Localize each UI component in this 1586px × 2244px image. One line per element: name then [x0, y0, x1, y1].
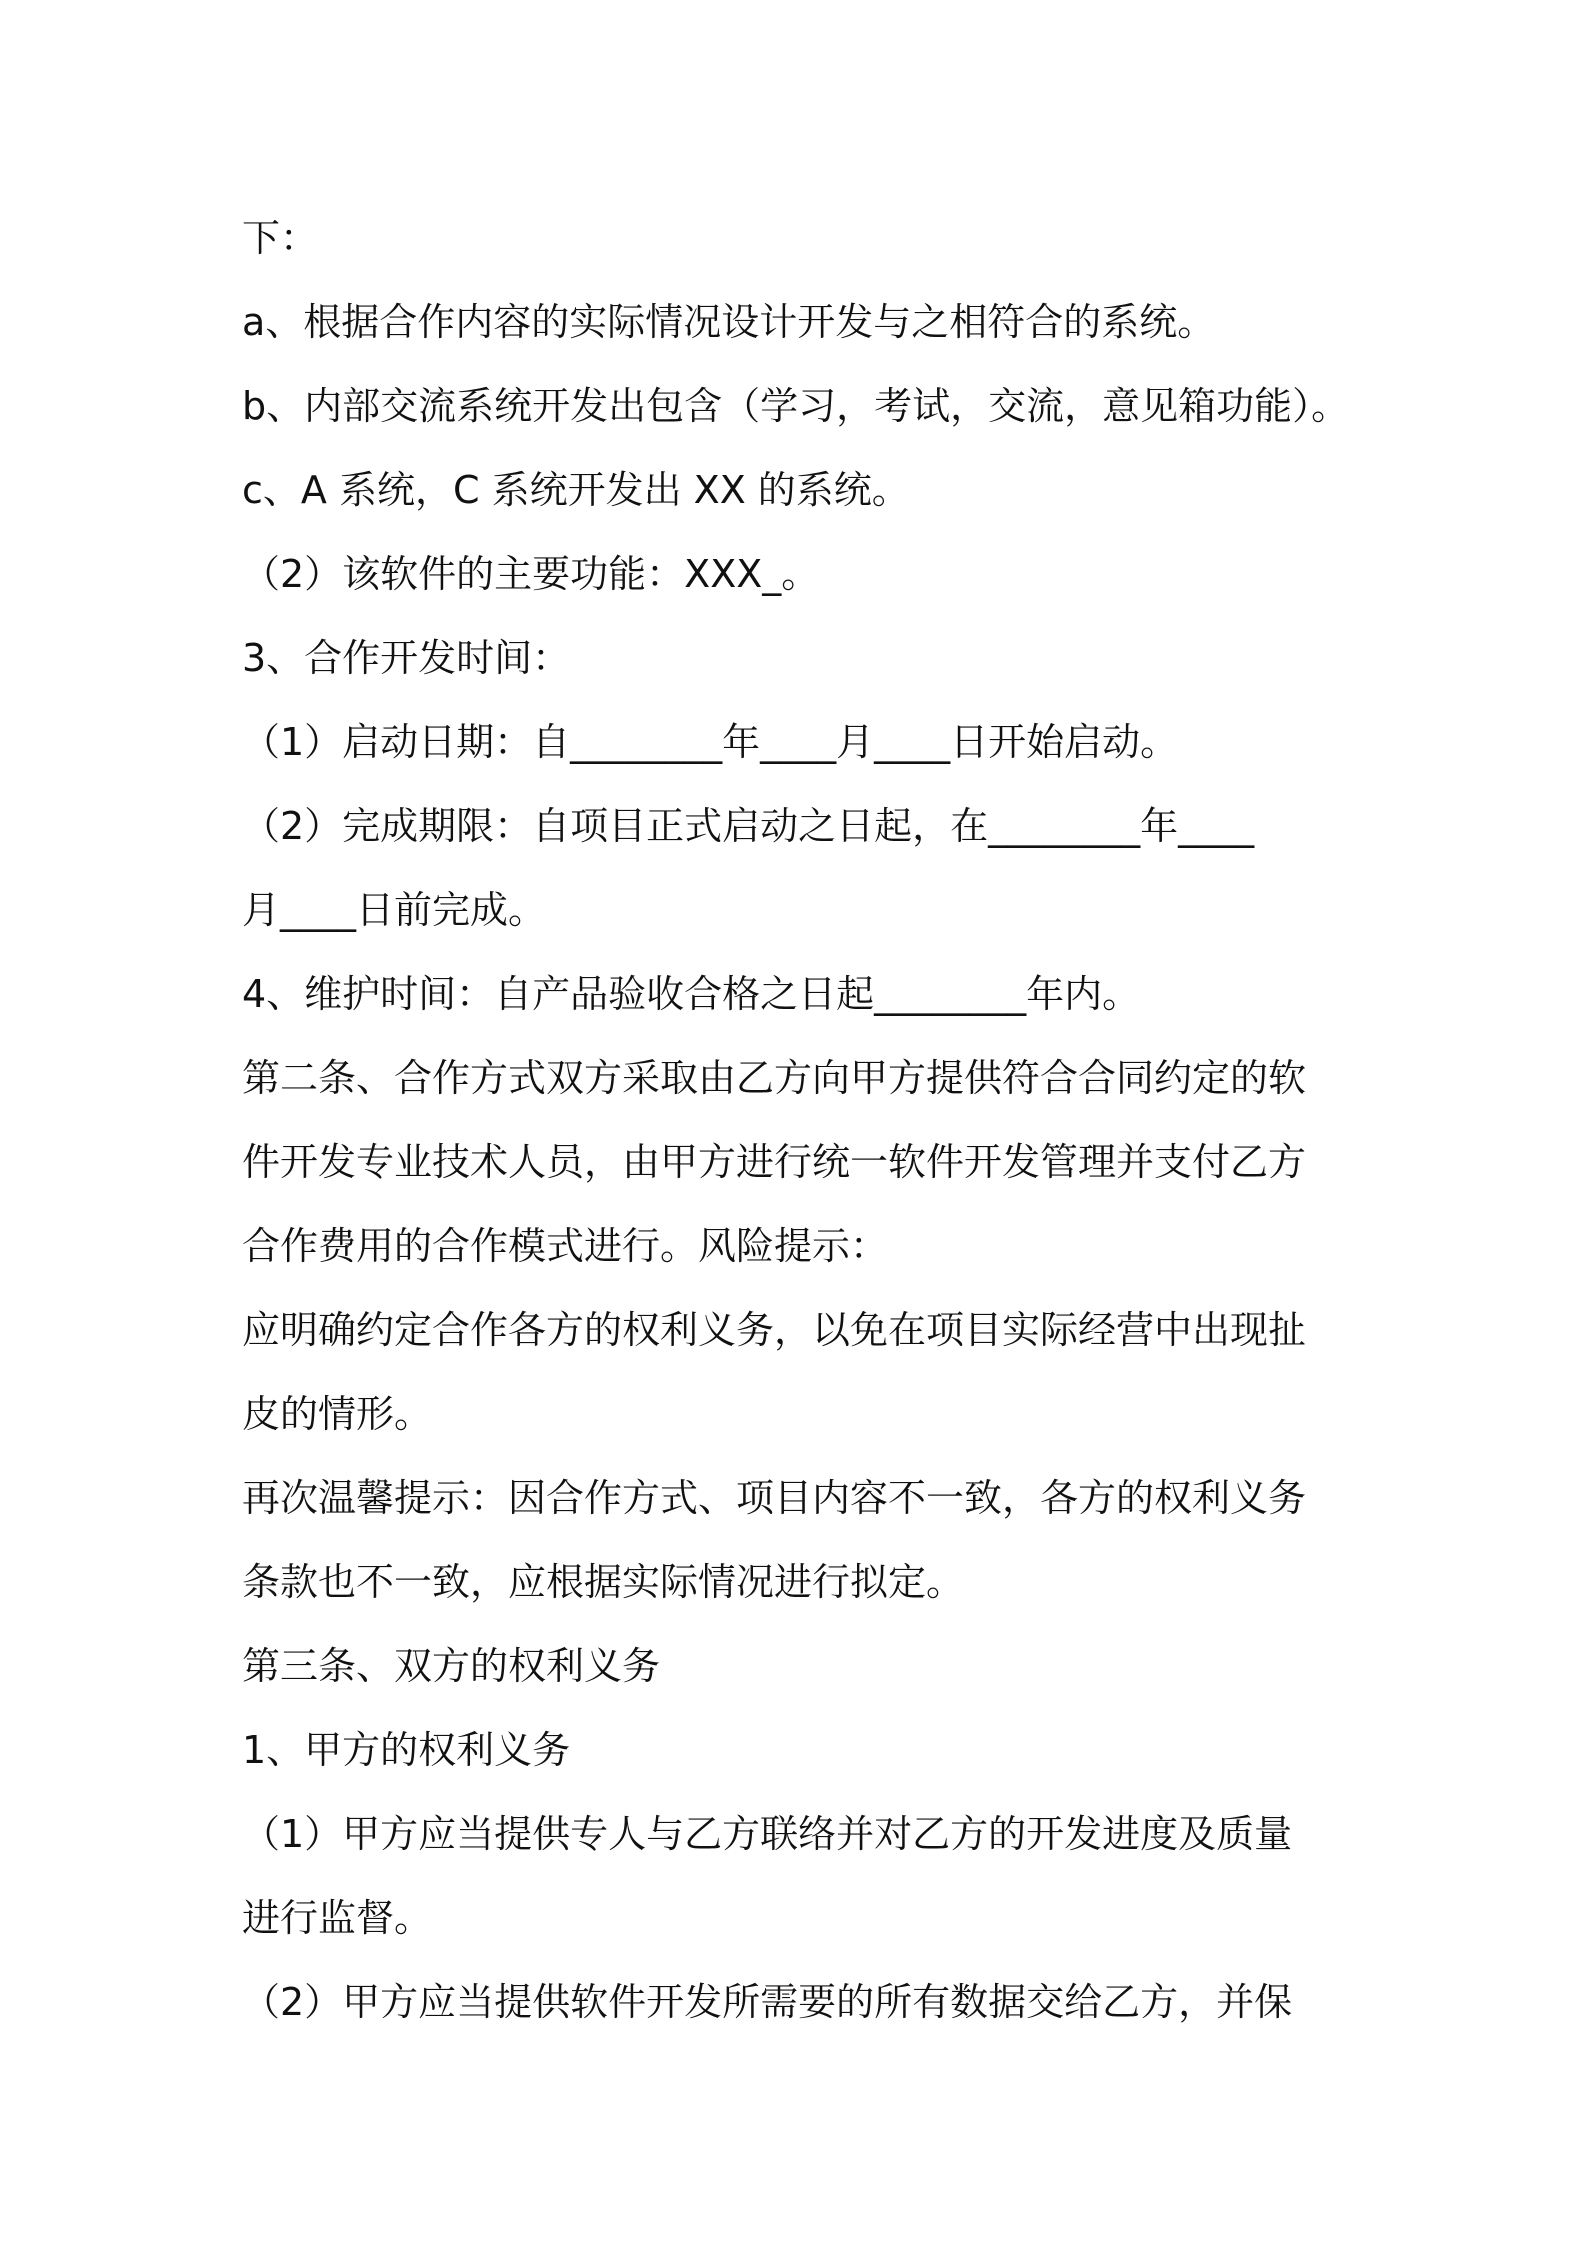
- main-function-line: （2）该软件的主要功能：XXX_。: [242, 552, 820, 596]
- article-two-line-2: 件开发专业技术人员，由甲方进行统一软件开发管理并支付乙方: [242, 1140, 1307, 1184]
- deadline-line-cont: 月____日前完成。: [242, 888, 547, 932]
- document-body: [242, 196, 1362, 2044]
- article-two-line-3: 合作费用的合作模式进行。风险提示：: [242, 1224, 889, 1268]
- article-two-line-1: 第二条、合作方式双方采取由乙方向甲方提供符合合同约定的软: [242, 1056, 1307, 1100]
- deadline-line: （2）完成期限：自项目正式启动之日起，在________年____: [242, 804, 1255, 848]
- reminder-line-1: 再次温馨提示：因合作方式、项目内容不一致，各方的权利义务: [242, 1476, 1307, 1520]
- party-a-item-1-line-1: （1）甲方应当提供专人与乙方联络并对乙方的开发进度及质量: [242, 1812, 1293, 1856]
- party-a-item-1-line-2: 进行监督。: [242, 1896, 433, 1940]
- start-date-line: （1）启动日期：自________年____月____日开始启动。: [242, 720, 1179, 764]
- risk-note-line-1: 应明确约定合作各方的权利义务，以免在项目实际经营中出现扯: [242, 1308, 1307, 1352]
- party-a-item-2-line-1: （2）甲方应当提供软件开发所需要的所有数据交给乙方，并保: [242, 1980, 1293, 2024]
- risk-note-line-2: 皮的情形。: [242, 1392, 433, 1436]
- list-item-c: c、A 系统，C 系统开发出 XX 的系统。: [242, 468, 910, 512]
- maintenance-line: 4、维护时间：自产品验收合格之日起________年内。: [242, 972, 1141, 1016]
- party-a-heading: 1、甲方的权利义务: [242, 1728, 571, 1772]
- text-line: 下：: [242, 216, 319, 260]
- reminder-line-2: 条款也不一致，应根据实际情况进行拟定。: [242, 1560, 965, 1604]
- article-three-heading: 第三条、双方的权利义务: [242, 1644, 661, 1688]
- list-item-a: a、根据合作内容的实际情况设计开发与之相符合的系统。: [242, 300, 1216, 344]
- section-heading-dev-time: 3、合作开发时间：: [242, 636, 571, 680]
- list-item-b: b、内部交流系统开发出包含（学习，考试，交流，意见箱功能）。: [242, 384, 1350, 428]
